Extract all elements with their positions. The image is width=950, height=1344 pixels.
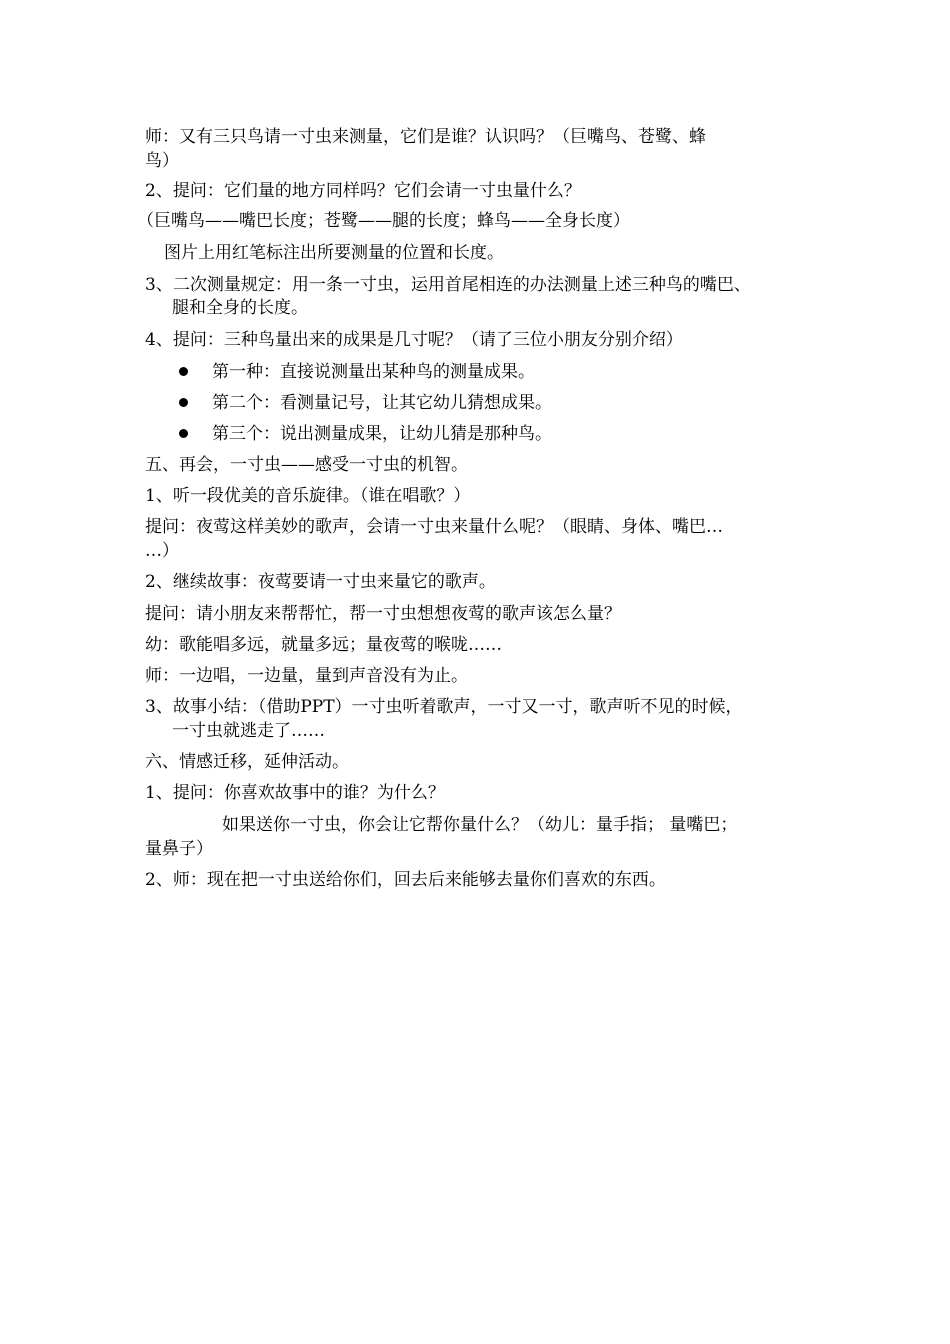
bullet-dot-icon [179, 398, 188, 407]
text-line: 2、提问：它们量的地方同样吗？它们会请一寸虫量什么？ [145, 181, 581, 201]
text-line: 如果送你一寸虫，你会让它帮你量什么？（幼儿：量手指； 量嘴巴； [222, 815, 738, 835]
text-line: 3、二次测量规定：用一条一寸虫，运用首尾相连的办法测量上述三种鸟的嘴巴、 [145, 275, 751, 295]
text-line: 腿和全身的长度。 [172, 298, 308, 318]
list-item: 第二个：看测量记号，让其它幼儿猜想成果。 [212, 393, 552, 413]
text-line: 鸟） [145, 151, 179, 171]
list-item: 第三个：说出测量成果，让幼儿猜是那种鸟。 [212, 424, 552, 444]
text-line: 1、听一段优美的音乐旋律。（谁在唱歌？） [145, 486, 471, 506]
text-line: 2、继续故事：夜莺要请一寸虫来量它的歌声。 [145, 572, 496, 592]
text-line: （巨嘴鸟——嘴巴长度；苍鹭——腿的长度；蜂鸟——全身长度） [137, 211, 630, 231]
list-item: 第一种：直接说测量出某种鸟的测量成果。 [212, 362, 535, 382]
text-line: 2、师：现在把一寸虫送给你们，回去后来能够去量你们喜欢的东西。 [145, 870, 666, 890]
text-line: 师：又有三只鸟请一寸虫来测量，它们是谁？认识吗？（巨嘴鸟、苍鹭、蜂 [145, 127, 706, 147]
text-line: 幼：歌能唱多远，就量多远；量夜莺的喉咙…… [145, 635, 502, 655]
text-line: 一寸虫就逃走了…… [172, 721, 325, 741]
section-heading: 五、再会，一寸虫——感受一寸虫的机智。 [145, 455, 468, 475]
text-line: 1、提问：你喜欢故事中的谁？为什么？ [145, 783, 445, 803]
text-line: 3、故事小结：（借助PPT）一寸虫听着歌声，一寸又一寸，歌声听不见的时候， [145, 697, 743, 717]
text-line: 师：一边唱，一边量，量到声音没有为止。 [145, 666, 468, 686]
text-line: …） [145, 541, 179, 561]
text-line: 提问：夜莺这样美妙的歌声，会请一寸虫来量什么呢？（眼睛、身体、嘴巴… [145, 517, 723, 537]
text-line: 图片上用红笔标注出所要测量的位置和长度。 [164, 243, 504, 263]
text-line: 提问：请小朋友来帮帮忙，帮一寸虫想想夜莺的歌声该怎么量？ [145, 604, 621, 624]
text-line: 4、提问：三种鸟量出来的成果是几寸呢？（请了三位小朋友分别介绍） [145, 330, 683, 350]
text-line: 量鼻子） [145, 839, 213, 859]
bullet-dot-icon [179, 429, 188, 438]
bullet-dot-icon [179, 367, 188, 376]
section-heading: 六、情感迁移，延伸活动。 [145, 752, 349, 772]
